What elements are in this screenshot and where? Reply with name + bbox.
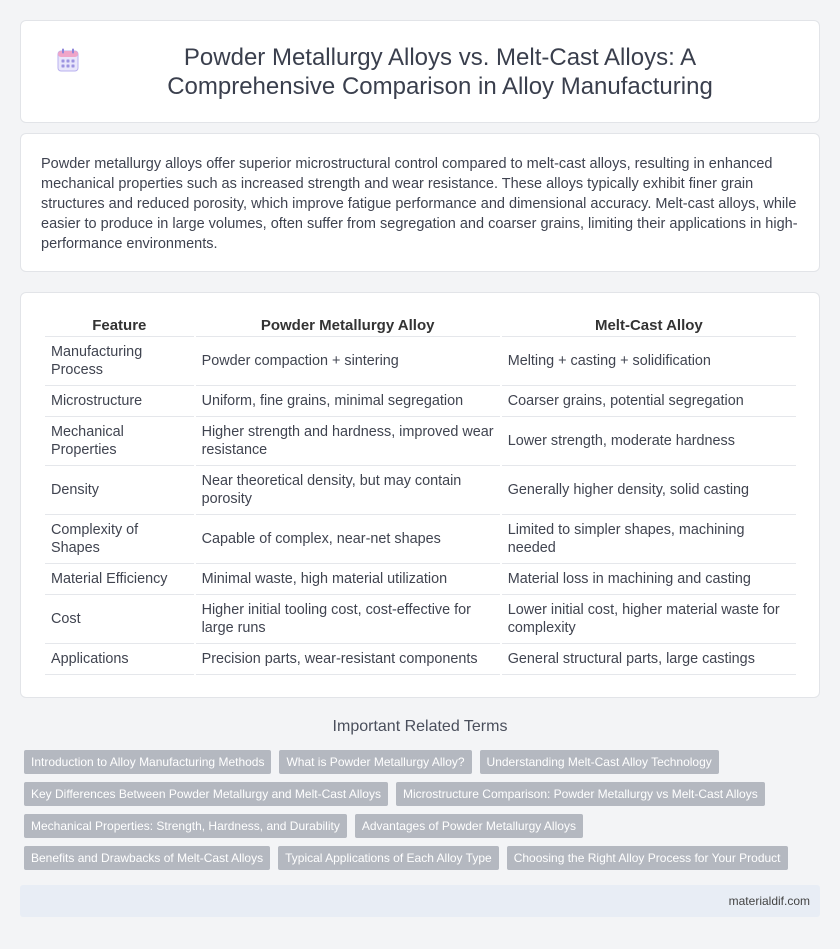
related-term-tag[interactable]: What is Powder Metallurgy Alloy? xyxy=(279,750,471,774)
table-cell: Lower initial cost, higher material waste for complexity xyxy=(502,595,796,644)
tag-row xyxy=(24,814,824,838)
table-cell: Near theoretical density, but may contain porosity xyxy=(196,466,500,515)
table-row xyxy=(45,386,796,417)
table-cell: Higher initial tooling cost, cost-effective for large runs xyxy=(196,595,500,644)
table-header-row xyxy=(45,311,796,337)
table-cell: Melting + casting + solidification xyxy=(502,337,796,386)
footer-site-link[interactable]: materialdif.com xyxy=(728,894,810,908)
related-terms-tags xyxy=(24,750,824,878)
table-cell: Minimal waste, high material utilization xyxy=(196,564,500,595)
table-row xyxy=(45,515,796,564)
header-feature: Feature xyxy=(45,311,194,337)
related-term-tag[interactable]: Mechanical Properties: Strength, Hardness, and Durability xyxy=(24,814,347,838)
table-cell: Material loss in machining and casting xyxy=(502,564,796,595)
comparison-table-card xyxy=(20,292,820,698)
calendar-icon xyxy=(57,48,79,72)
table-cell: Generally higher density, solid casting xyxy=(502,466,796,515)
table-cell-feature: Complexity of Shapes xyxy=(45,515,194,564)
intro-paragraph: Powder metallurgy alloys offer superior microstructural control compared to melt-cast alloys, resulting in enhanced mechanical properties such as increased strength and wear resistance. These alloys typically exhibit finer grain structures and reduced porosity, which improve fatigue performance and dimensional accuracy. Melt-cast alloys, while easier to produce in large volumes, often suffer from segregation and coarser grains, limiting their applications in high-performance environments. xyxy=(41,156,798,252)
related-terms-heading: Important Related Terms xyxy=(332,718,508,735)
table-row xyxy=(45,337,796,386)
table-cell: Powder compaction + sintering xyxy=(196,337,500,386)
table-cell-feature: Mechanical Properties xyxy=(45,417,194,466)
table-cell-feature: Microstructure xyxy=(45,386,194,417)
header-melt-cast: Melt-Cast Alloy xyxy=(502,311,796,337)
related-term-tag[interactable]: Choosing the Right Alloy Process for Your Product xyxy=(507,846,788,870)
table-cell-feature: Manufacturing Process xyxy=(45,337,194,386)
intro-card xyxy=(20,133,820,272)
table-row xyxy=(45,466,796,515)
related-term-tag[interactable]: Advantages of Powder Metallurgy Alloys xyxy=(355,814,583,838)
related-term-tag[interactable]: Key Differences Between Powder Metallurgy and Melt-Cast Alloys xyxy=(24,782,388,806)
tag-row xyxy=(24,846,824,870)
footer xyxy=(20,885,820,917)
table-cell-feature: Material Efficiency xyxy=(45,564,194,595)
comparison-table xyxy=(43,311,798,675)
table-cell: Higher strength and hardness, improved wear resistance xyxy=(196,417,500,466)
related-term-tag[interactable]: Typical Applications of Each Alloy Type xyxy=(278,846,499,870)
related-term-tag[interactable]: Understanding Melt-Cast Alloy Technology xyxy=(480,750,719,774)
table-cell: General structural parts, large castings xyxy=(502,644,796,675)
table-cell: Uniform, fine grains, minimal segregation xyxy=(196,386,500,417)
related-term-tag[interactable]: Microstructure Comparison: Powder Metallurgy vs Melt-Cast Alloys xyxy=(396,782,765,806)
table-cell: Capable of complex, near-net shapes xyxy=(196,515,500,564)
table-cell-feature: Density xyxy=(45,466,194,515)
table-row xyxy=(45,564,796,595)
related-term-tag[interactable]: Benefits and Drawbacks of Melt-Cast Alloys xyxy=(24,846,270,870)
table-cell: Coarser grains, potential segregation xyxy=(502,386,796,417)
table-row xyxy=(45,595,796,644)
table-cell-feature: Applications xyxy=(45,644,194,675)
table-cell-feature: Cost xyxy=(45,595,194,644)
table-cell: Lower strength, moderate hardness xyxy=(502,417,796,466)
tag-row xyxy=(24,750,824,774)
title-card xyxy=(20,20,820,123)
page-title: Powder Metallurgy Alloys vs. Melt-Cast Alloys: A Comprehensive Comparison in Alloy Manufacturing xyxy=(167,43,713,100)
table-row xyxy=(45,417,796,466)
table-row xyxy=(45,644,796,675)
table-cell: Precision parts, wear-resistant components xyxy=(196,644,500,675)
related-term-tag[interactable]: Introduction to Alloy Manufacturing Methods xyxy=(24,750,271,774)
tag-row xyxy=(24,782,824,806)
header-powder-metallurgy: Powder Metallurgy Alloy xyxy=(196,311,500,337)
table-cell: Limited to simpler shapes, machining needed xyxy=(502,515,796,564)
